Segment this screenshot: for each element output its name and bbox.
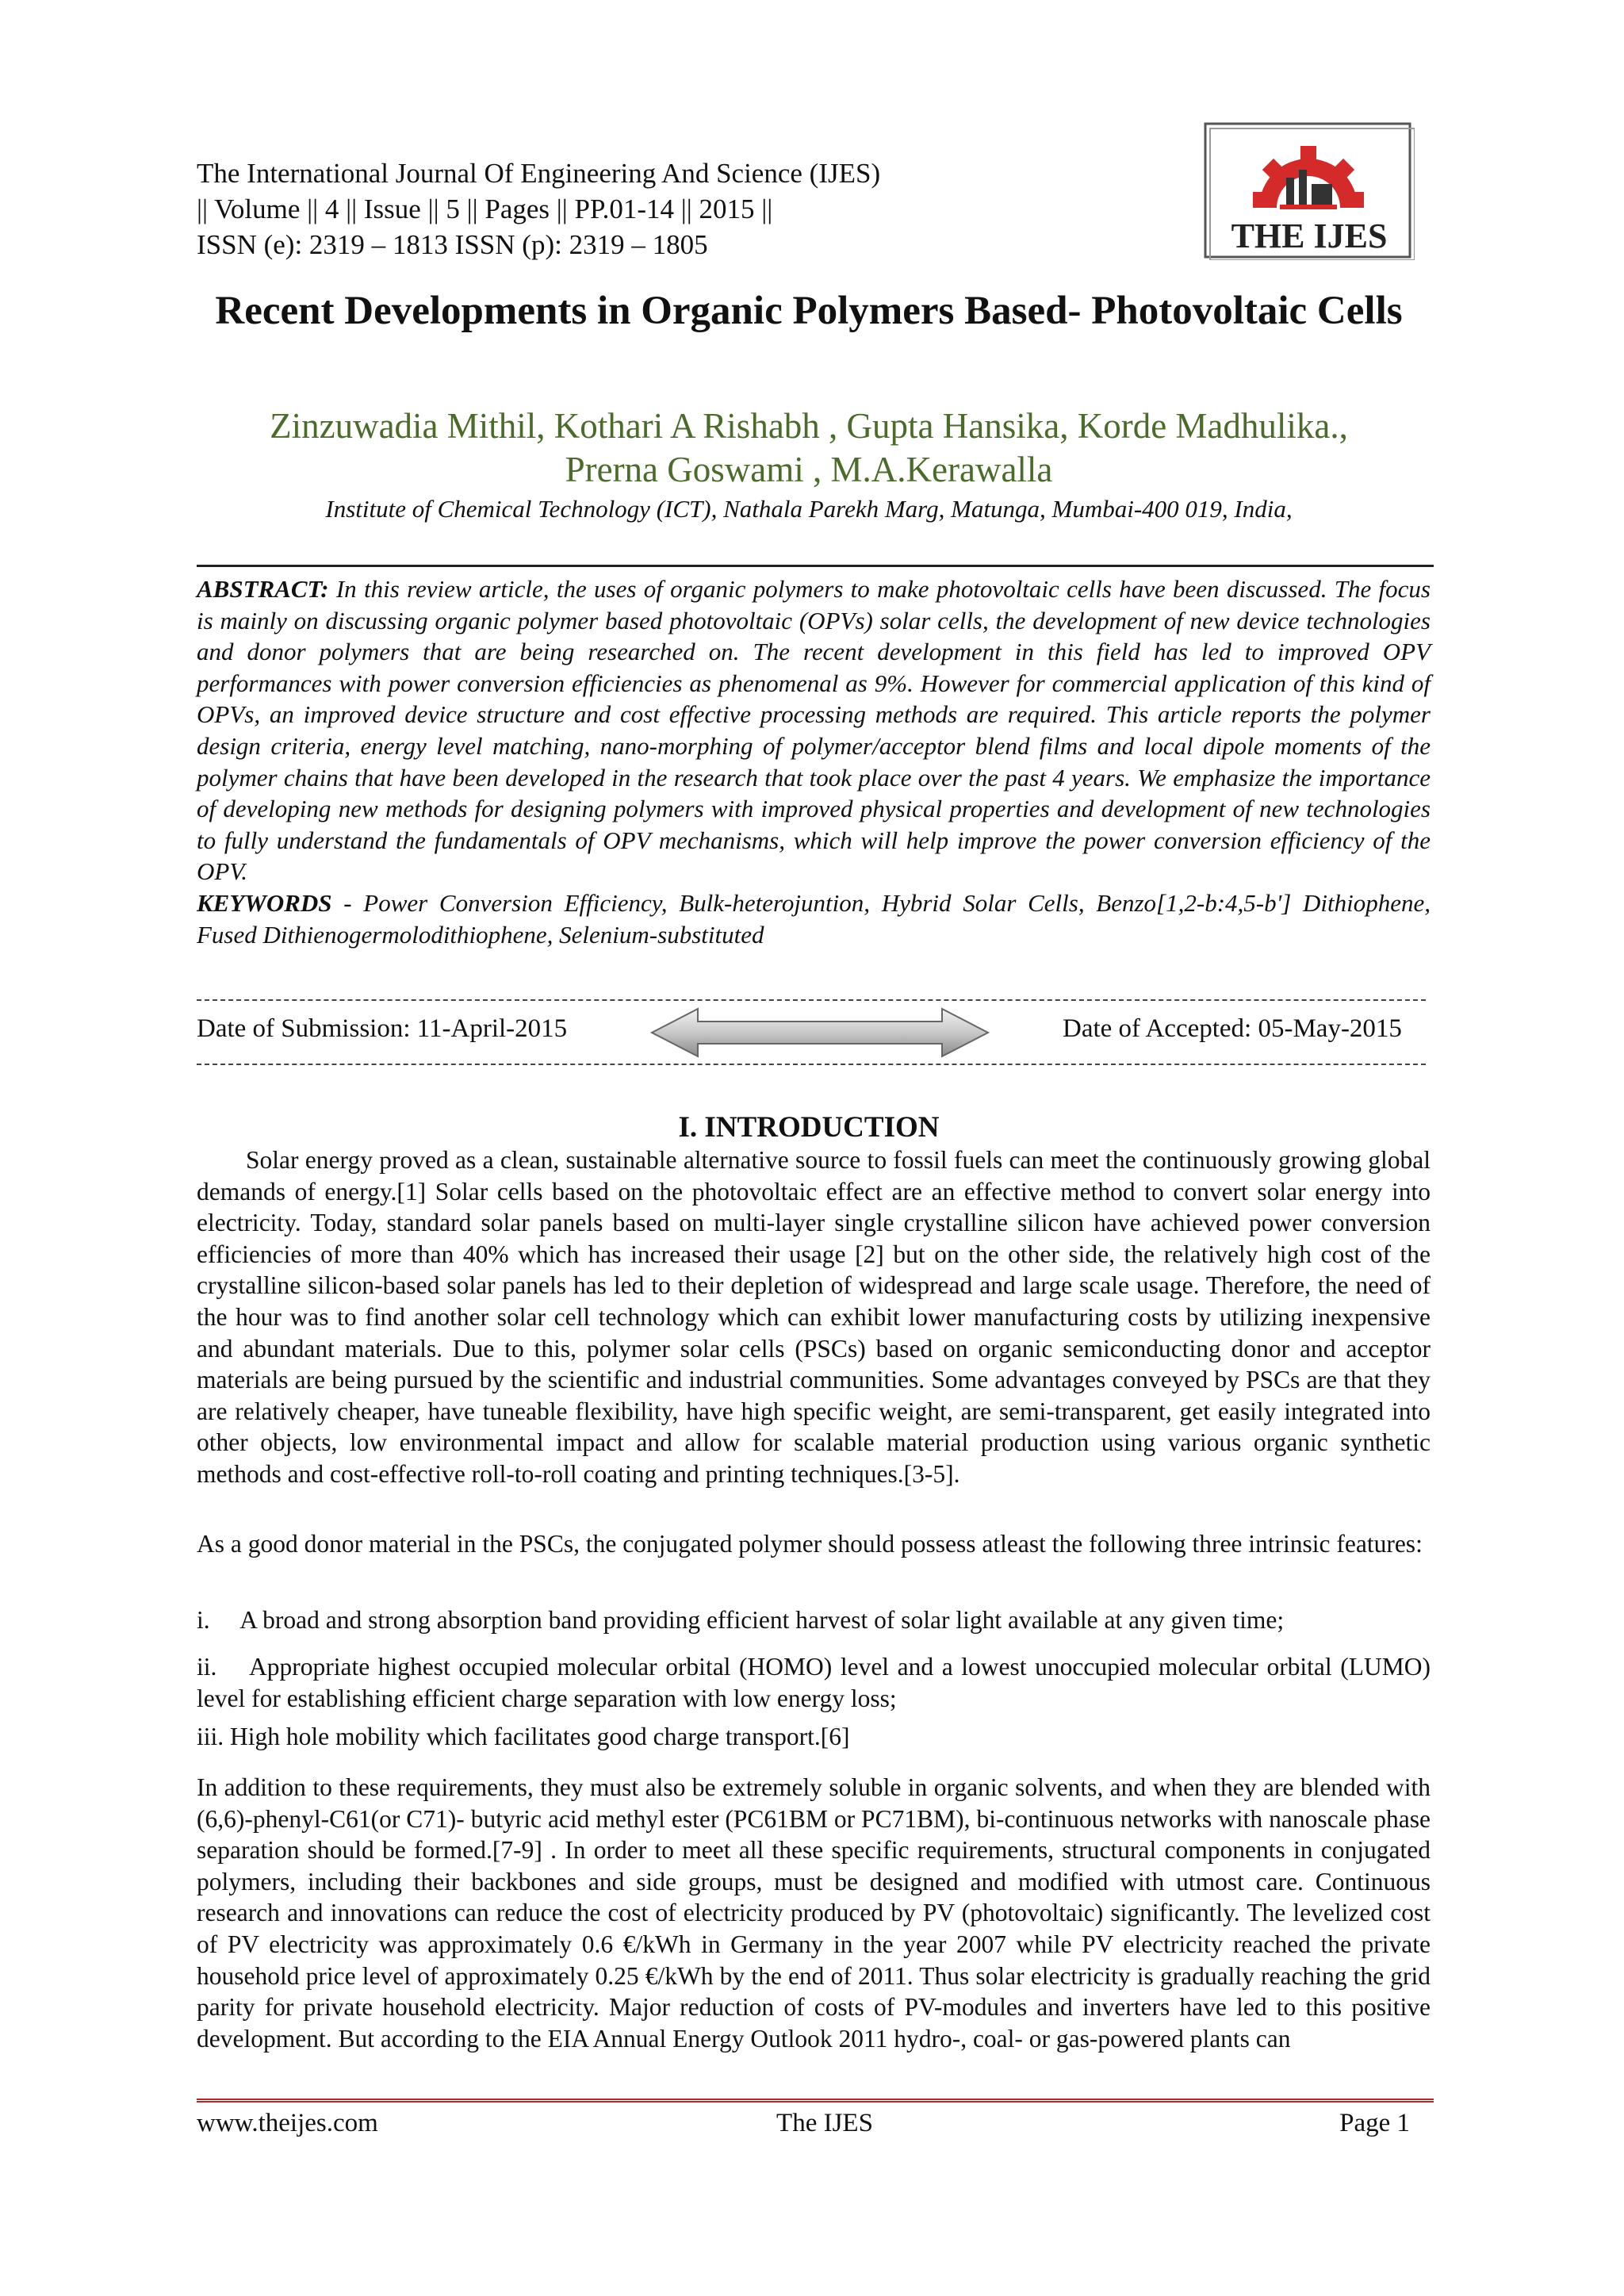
feature-item-2: ii. Appropriate highest occupied molecular orbital (HOMO) level and a lowest unoccupied molecular orbital (LUMO) level for establishing efficient charge separation with low energy loss; <box>197 1653 1437 1712</box>
intro-paragraph-3: In addition to these requirements, they must also be extremely soluble in organic solvents, and when they are blended with (6,6)-phenyl-C61(or C71)- butyric acid methyl ester (PC61BM or PC71BM), bi-continuous networks with nanoscale phase separation should be formed.[7-9] . In order to meet all these specific requirements, structural components in conjugated polymers, including their backbones and side groups, must be designed and modified with utmost care. Continuous research and innovations can reduce the cost of electricity produced by PV (photovoltaic) significantly. The levelized cost of PV electricity was approximately 0.6 €/kWh in Germany in the year 2007 while PV electricity reached the private household price level of approximately 0.25 €/kWh by the end of 2011. Thus solar electricity is gradually reaching the grid parity for private household electricity. Major reduction of costs of PV-modules and inverters have led to this positive development. But according to the EIA Annual Energy Outlook 2011 hydro-, coal- or gas-powered plants can <box>197 1773 1431 2053</box>
journal-issn: ISSN (e): 2319 – 1813 ISSN (p): 2319 – 1805 <box>197 229 708 260</box>
feature-item-1: i. A broad and strong absorption band providing efficient harvest of solar light available at any given time; <box>197 1606 1285 1634</box>
authors-line-2: Prerna Goswami , M.A.Kerawalla <box>565 450 1053 489</box>
double-arrow-icon <box>649 1006 991 1060</box>
abstract-block <box>197 573 1431 950</box>
abstract-label: ABSTRACT: <box>197 575 329 603</box>
feature-item-3: iii. High hole mobility which facilitates good charge transport.[6] <box>197 1723 850 1750</box>
journal-info <box>197 155 1069 263</box>
ijes-logo <box>1204 122 1415 260</box>
footer-journal: The IJES <box>776 2109 873 2137</box>
intro-paragraph-2: As a good donor material in the PSCs, the conjugated polymer should possess atleast the following three intrinsic features: <box>197 1530 1423 1558</box>
journal-volume: || Volume || 4 || Issue || 5 || Pages || PP.01-14 || 2015 || <box>197 194 773 224</box>
accepted-date: Date of Accepted: 05-May-2015 <box>1063 1014 1402 1043</box>
footer-page-number: Page 1 <box>1339 2109 1410 2137</box>
affiliation: Institute of Chemical Technology (ICT), Nathala Parekh Marg, Matunga, Mumbai-400 019, India, <box>325 495 1293 523</box>
keywords-text: - Power Conversion Efficiency, Bulk-heterojuntion, Hybrid Solar Cells, Benzo[1,2-b:4,5-b'] Dithiophene, Fused Dithienogermolodithiophene, Selenium-substituted <box>197 888 1431 949</box>
paper-authors <box>159 404 1459 492</box>
footer-website[interactable]: www.theijes.com <box>197 2109 378 2137</box>
footer-rule <box>197 2099 1434 2102</box>
authors-line-1: Zinzuwadia Mithil, Kothari A Rishabh , Gupta Hansika, Korde Madhulika., <box>270 406 1348 446</box>
submission-date: Date of Submission: 11-April-2015 <box>197 1014 568 1043</box>
intro-paragraph-1: Solar energy proved as a clean, sustainable alternative source to fossil fuels can meet the continuously growing global demands of energy.[1] Solar cells based on the photovoltaic effect are an effective method to convert solar energy into electricity. Today, standard solar panels based on multi-layer single crystalline silicon have achieved power conversion efficiencies of more than 40% which has increased their usage [2] but on the other side, the relatively high cost of the crystalline silicon-based solar panels has led to their depletion of widespread and large scale usage. Therefore, the need of the hour was to find another solar cell technology which can exhibit lower manufacturing costs by utilizing inexpensive and abundant materials. Due to this, polymer solar cells (PSCs) based on organic semiconducting donor and acceptor materials are being pursued by the scientific and industrial communities. Some advantages conveyed by PSCs are that they are relatively cheaper, have tuneable flexibility, have high specific weight, are semi-transparent, get easily integrated into other objects, low environmental impact and allow for scalable material production using various organic synthetic methods and cost-effective roll-to-roll coating and printing techniques.[3-5]. <box>197 1146 1431 1488</box>
paper-title: Recent Developments in Organic Polymers Based- Photovoltaic Cells <box>215 289 1403 333</box>
section-heading-introduction: I. INTRODUCTION <box>678 1111 940 1144</box>
logo-text: THE IJES <box>1231 217 1388 255</box>
journal-name: The International Journal Of Engineering And Science (IJES) <box>197 158 881 189</box>
dates-top-dashes <box>197 999 1426 1001</box>
abstract-top-rule <box>197 565 1434 567</box>
keywords-label: KEYWORDS <box>197 888 332 917</box>
dates-bottom-dashes <box>197 1064 1426 1065</box>
abstract-text: In this review article, the uses of organic polymers to make photovoltaic cells have been discussed. The focus is mainly on discussing organic polymer based photovoltaic (OPVs) solar cells, the development of new device technologies and donor polymers that are being researched on. The recent development in this field has led to improved OPV performances with power conversion efficiencies as phenomenal as 9%. However for commercial application of this kind of OPVs, an improved device structure and cost effective processing methods are required. This article reports the polymer design criteria, energy level matching, nano-morphing of polymer/acceptor blend films and local dipole moments of the polymer chains that have been developed in the research that took place over the past 4 years. We emphasize the importance of developing new methods for designing polymers with improved physical properties and development of new technologies to fully understand the fundamentals of OPV mechanisms, which will help improve the power conversion efficiency of the OPV. <box>197 575 1431 886</box>
